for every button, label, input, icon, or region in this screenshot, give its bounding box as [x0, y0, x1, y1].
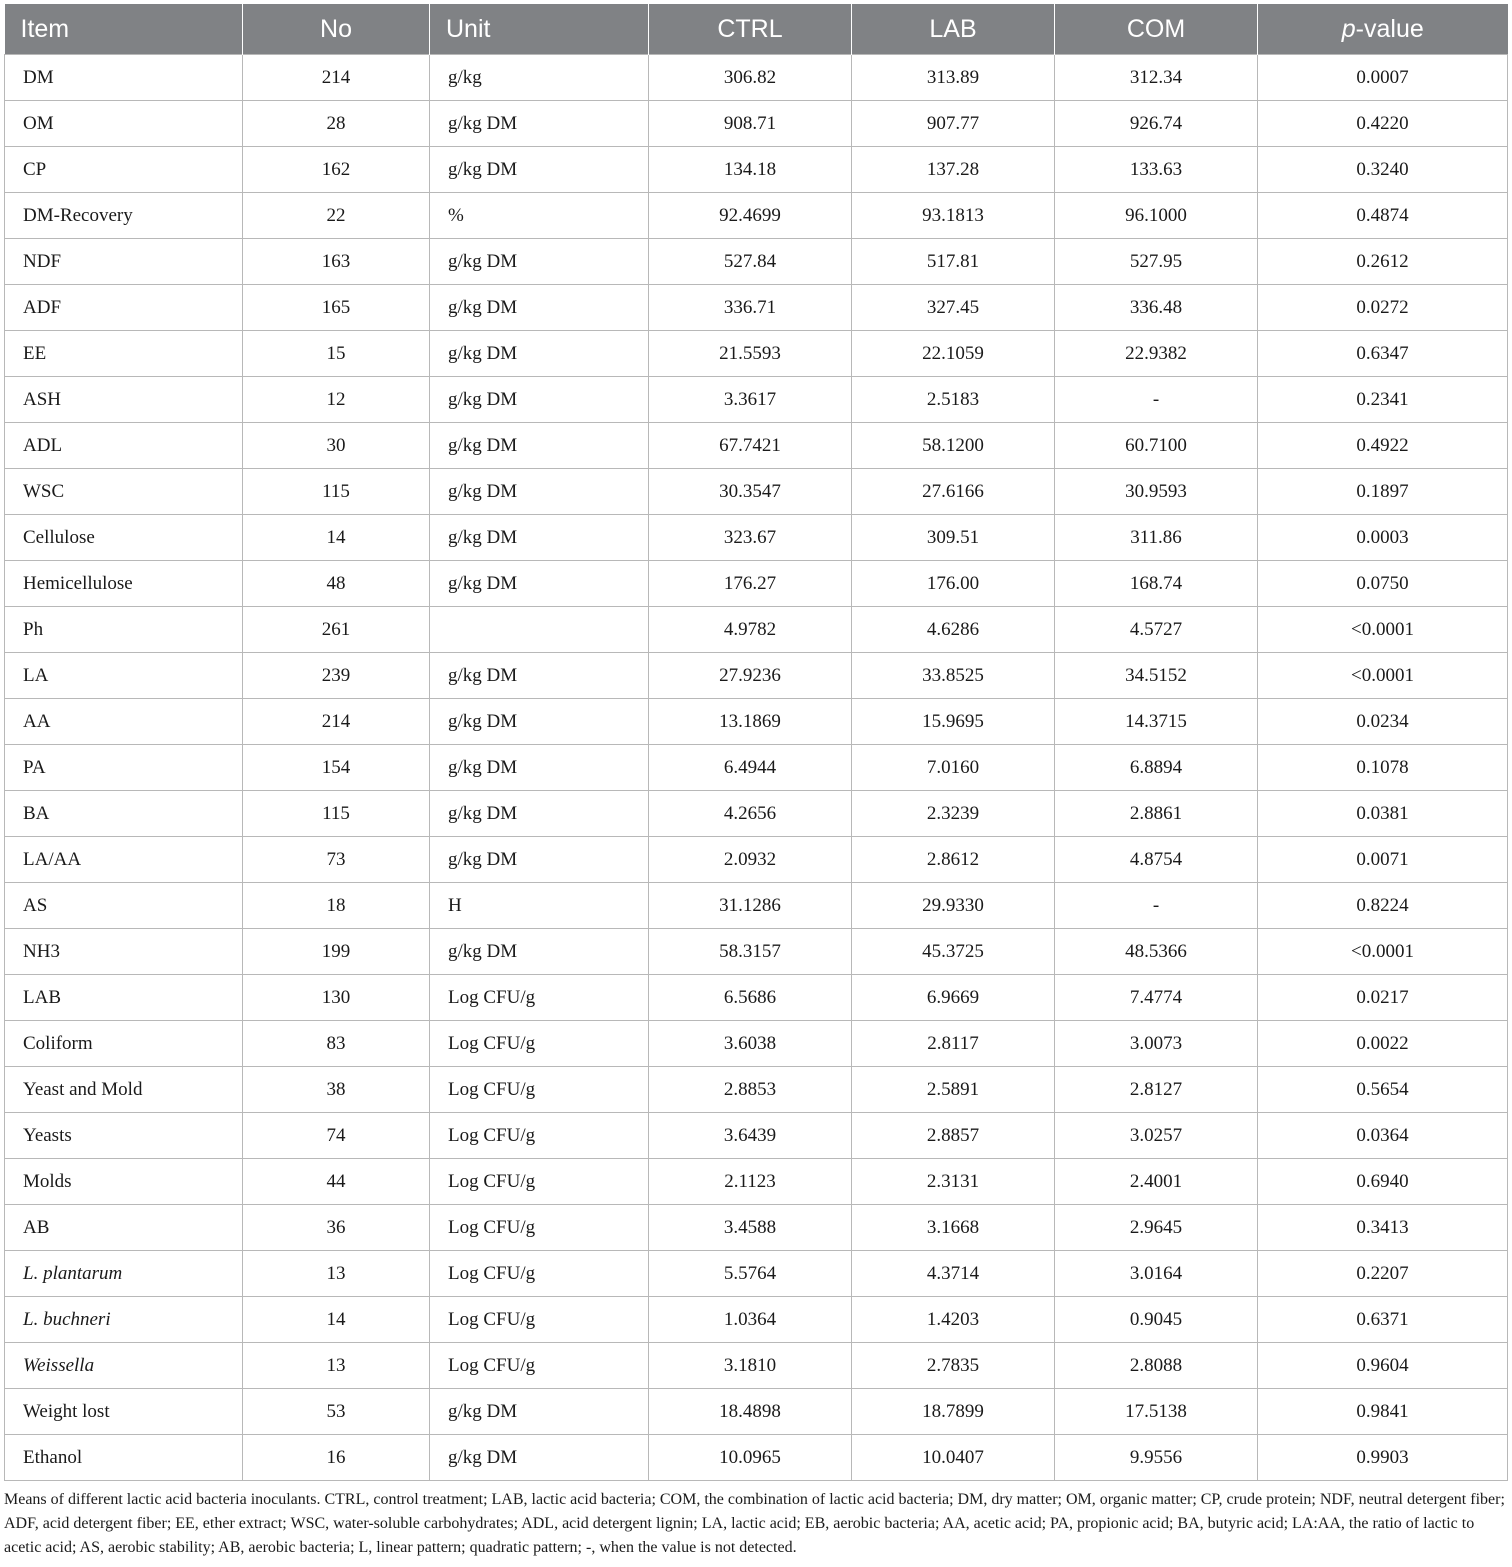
cell-no: 53	[243, 1389, 430, 1435]
cell-lab: 137.28	[852, 147, 1055, 193]
cell-lab: 327.45	[852, 285, 1055, 331]
cell-com: -	[1055, 377, 1258, 423]
cell-item: ASH	[5, 377, 243, 423]
table-row	[5, 239, 1508, 285]
cell-ctrl: 4.9782	[649, 607, 852, 653]
cell-com: 926.74	[1055, 101, 1258, 147]
cell-ctrl: 4.2656	[649, 791, 852, 837]
cell-p-value: 0.6347	[1258, 331, 1508, 377]
cell-no: 36	[243, 1205, 430, 1251]
table-row	[5, 193, 1508, 239]
cell-lab: 2.8117	[852, 1021, 1055, 1067]
cell-item: Ethanol	[5, 1435, 243, 1481]
cell-no: 38	[243, 1067, 430, 1113]
cell-com: 4.5727	[1055, 607, 1258, 653]
cell-com: 96.1000	[1055, 193, 1258, 239]
cell-com: 60.7100	[1055, 423, 1258, 469]
header-p-value	[1258, 4, 1508, 55]
table-row	[5, 1067, 1508, 1113]
table-row	[5, 515, 1508, 561]
cell-unit: g/kg DM	[430, 837, 649, 883]
cell-lab: 907.77	[852, 101, 1055, 147]
cell-com: 14.3715	[1055, 699, 1258, 745]
cell-unit: g/kg DM	[430, 469, 649, 515]
cell-unit: g/kg DM	[430, 101, 649, 147]
cell-com: 168.74	[1055, 561, 1258, 607]
cell-item: OM	[5, 101, 243, 147]
cell-ctrl: 336.71	[649, 285, 852, 331]
cell-p-value: 0.2341	[1258, 377, 1508, 423]
cell-ctrl: 92.4699	[649, 193, 852, 239]
cell-no: 163	[243, 239, 430, 285]
cell-unit: g/kg DM	[430, 791, 649, 837]
cell-com: 133.63	[1055, 147, 1258, 193]
cell-item: LA/AA	[5, 837, 243, 883]
table-row	[5, 1021, 1508, 1067]
cell-unit: g/kg DM	[430, 1389, 649, 1435]
cell-com: 7.4774	[1055, 975, 1258, 1021]
cell-ctrl: 3.3617	[649, 377, 852, 423]
cell-lab: 45.3725	[852, 929, 1055, 975]
header-lab: LAB	[852, 4, 1055, 55]
cell-no: 261	[243, 607, 430, 653]
cell-com: 22.9382	[1055, 331, 1258, 377]
cell-ctrl: 3.6439	[649, 1113, 852, 1159]
header-no: No	[243, 4, 430, 55]
cell-p-value: 0.2207	[1258, 1251, 1508, 1297]
cell-unit: Log CFU/g	[430, 975, 649, 1021]
cell-p-value: 0.4220	[1258, 101, 1508, 147]
cell-lab: 1.4203	[852, 1297, 1055, 1343]
cell-ctrl: 2.1123	[649, 1159, 852, 1205]
table-row	[5, 745, 1508, 791]
cell-item: LA	[5, 653, 243, 699]
cell-com: 527.95	[1055, 239, 1258, 285]
cell-unit: g/kg DM	[430, 1435, 649, 1481]
table-row	[5, 1205, 1508, 1251]
cell-unit: g/kg DM	[430, 515, 649, 561]
cell-item: LAB	[5, 975, 243, 1021]
table-row	[5, 699, 1508, 745]
cell-unit: H	[430, 883, 649, 929]
cell-com: 48.5366	[1055, 929, 1258, 975]
cell-p-value: 0.9841	[1258, 1389, 1508, 1435]
cell-com: 17.5138	[1055, 1389, 1258, 1435]
results-table	[4, 4, 1508, 1481]
header-p-italic: p	[1341, 14, 1356, 43]
cell-com: 311.86	[1055, 515, 1258, 561]
cell-lab: 309.51	[852, 515, 1055, 561]
header-p-rest: -value	[1355, 14, 1424, 43]
cell-unit: g/kg DM	[430, 699, 649, 745]
cell-com: 312.34	[1055, 55, 1258, 101]
cell-ctrl: 6.5686	[649, 975, 852, 1021]
cell-unit: Log CFU/g	[430, 1205, 649, 1251]
cell-item: ADF	[5, 285, 243, 331]
cell-p-value: 0.4874	[1258, 193, 1508, 239]
cell-p-value: <0.0001	[1258, 653, 1508, 699]
cell-item: NH3	[5, 929, 243, 975]
cell-com: 3.0073	[1055, 1021, 1258, 1067]
cell-no: 214	[243, 699, 430, 745]
cell-ctrl: 5.5764	[649, 1251, 852, 1297]
cell-item: AS	[5, 883, 243, 929]
table-row	[5, 607, 1508, 653]
cell-unit	[430, 607, 649, 653]
cell-ctrl: 13.1869	[649, 699, 852, 745]
table-row	[5, 837, 1508, 883]
cell-lab: 2.5183	[852, 377, 1055, 423]
cell-unit: g/kg DM	[430, 929, 649, 975]
cell-item: L. plantarum	[5, 1251, 243, 1297]
cell-no: 30	[243, 423, 430, 469]
cell-com: 34.5152	[1055, 653, 1258, 699]
cell-p-value: 0.0234	[1258, 699, 1508, 745]
cell-unit: %	[430, 193, 649, 239]
cell-com: 9.9556	[1055, 1435, 1258, 1481]
table-row	[5, 101, 1508, 147]
cell-no: 13	[243, 1343, 430, 1389]
cell-no: 48	[243, 561, 430, 607]
cell-no: 12	[243, 377, 430, 423]
table-row	[5, 147, 1508, 193]
table-row	[5, 1113, 1508, 1159]
cell-com: 2.9645	[1055, 1205, 1258, 1251]
cell-unit: Log CFU/g	[430, 1021, 649, 1067]
cell-unit: Log CFU/g	[430, 1343, 649, 1389]
cell-lab: 2.8612	[852, 837, 1055, 883]
cell-no: 13	[243, 1251, 430, 1297]
cell-unit: Log CFU/g	[430, 1251, 649, 1297]
cell-p-value: 0.0071	[1258, 837, 1508, 883]
cell-unit: g/kg DM	[430, 653, 649, 699]
cell-com: 2.8861	[1055, 791, 1258, 837]
cell-item: CP	[5, 147, 243, 193]
cell-item: Ph	[5, 607, 243, 653]
cell-com: 30.9593	[1055, 469, 1258, 515]
cell-p-value: 0.9604	[1258, 1343, 1508, 1389]
cell-item: DM-Recovery	[5, 193, 243, 239]
cell-item: Hemicellulose	[5, 561, 243, 607]
table-row	[5, 377, 1508, 423]
cell-no: 18	[243, 883, 430, 929]
cell-item: AB	[5, 1205, 243, 1251]
cell-unit: g/kg	[430, 55, 649, 101]
table-row	[5, 1389, 1508, 1435]
header-com: COM	[1055, 4, 1258, 55]
cell-unit: g/kg DM	[430, 285, 649, 331]
cell-item: Yeast and Mold	[5, 1067, 243, 1113]
cell-p-value: 0.0217	[1258, 975, 1508, 1021]
cell-no: 14	[243, 1297, 430, 1343]
cell-no: 44	[243, 1159, 430, 1205]
cell-p-value: 0.0272	[1258, 285, 1508, 331]
cell-no: 28	[243, 101, 430, 147]
cell-unit: g/kg DM	[430, 331, 649, 377]
cell-no: 214	[243, 55, 430, 101]
cell-p-value: 0.9903	[1258, 1435, 1508, 1481]
cell-unit: g/kg DM	[430, 745, 649, 791]
cell-unit: Log CFU/g	[430, 1159, 649, 1205]
cell-lab: 176.00	[852, 561, 1055, 607]
cell-p-value: 0.3413	[1258, 1205, 1508, 1251]
cell-lab: 2.7835	[852, 1343, 1055, 1389]
cell-lab: 7.0160	[852, 745, 1055, 791]
cell-item: Cellulose	[5, 515, 243, 561]
cell-p-value: 0.1897	[1258, 469, 1508, 515]
header-unit: Unit	[430, 4, 649, 55]
cell-no: 16	[243, 1435, 430, 1481]
cell-unit: g/kg DM	[430, 377, 649, 423]
cell-item: EE	[5, 331, 243, 377]
cell-no: 73	[243, 837, 430, 883]
cell-ctrl: 3.6038	[649, 1021, 852, 1067]
table-row	[5, 929, 1508, 975]
cell-item: ADL	[5, 423, 243, 469]
cell-ctrl: 27.9236	[649, 653, 852, 699]
cell-p-value: 0.8224	[1258, 883, 1508, 929]
cell-no: 165	[243, 285, 430, 331]
cell-no: 22	[243, 193, 430, 239]
cell-no: 83	[243, 1021, 430, 1067]
cell-com: 3.0164	[1055, 1251, 1258, 1297]
cell-ctrl: 3.1810	[649, 1343, 852, 1389]
table-header-row	[5, 4, 1508, 55]
cell-no: 130	[243, 975, 430, 1021]
cell-ctrl: 176.27	[649, 561, 852, 607]
cell-no: 199	[243, 929, 430, 975]
cell-ctrl: 134.18	[649, 147, 852, 193]
cell-p-value: 0.0003	[1258, 515, 1508, 561]
cell-item: Weight lost	[5, 1389, 243, 1435]
cell-p-value: 0.3240	[1258, 147, 1508, 193]
cell-lab: 58.1200	[852, 423, 1055, 469]
cell-no: 115	[243, 791, 430, 837]
cell-lab: 4.6286	[852, 607, 1055, 653]
cell-p-value: <0.0001	[1258, 607, 1508, 653]
cell-p-value: 0.0381	[1258, 791, 1508, 837]
table-row	[5, 1159, 1508, 1205]
cell-lab: 2.3239	[852, 791, 1055, 837]
cell-ctrl: 6.4944	[649, 745, 852, 791]
cell-lab: 15.9695	[852, 699, 1055, 745]
cell-item: PA	[5, 745, 243, 791]
cell-ctrl: 31.1286	[649, 883, 852, 929]
data-table-container	[4, 4, 1507, 1481]
cell-com: 0.9045	[1055, 1297, 1258, 1343]
cell-unit: g/kg DM	[430, 239, 649, 285]
cell-no: 162	[243, 147, 430, 193]
cell-unit: g/kg DM	[430, 147, 649, 193]
table-row	[5, 1435, 1508, 1481]
cell-ctrl: 10.0965	[649, 1435, 852, 1481]
cell-unit: g/kg DM	[430, 561, 649, 607]
cell-ctrl: 908.71	[649, 101, 852, 147]
cell-item: AA	[5, 699, 243, 745]
cell-com: 2.4001	[1055, 1159, 1258, 1205]
cell-com: 4.8754	[1055, 837, 1258, 883]
cell-lab: 29.9330	[852, 883, 1055, 929]
cell-ctrl: 67.7421	[649, 423, 852, 469]
table-row	[5, 975, 1508, 1021]
cell-lab: 4.3714	[852, 1251, 1055, 1297]
cell-ctrl: 323.67	[649, 515, 852, 561]
cell-no: 74	[243, 1113, 430, 1159]
table-row	[5, 331, 1508, 377]
cell-unit: Log CFU/g	[430, 1297, 649, 1343]
cell-ctrl: 58.3157	[649, 929, 852, 975]
cell-lab: 3.1668	[852, 1205, 1055, 1251]
cell-com: 2.8127	[1055, 1067, 1258, 1113]
cell-no: 154	[243, 745, 430, 791]
cell-lab: 6.9669	[852, 975, 1055, 1021]
cell-no: 14	[243, 515, 430, 561]
cell-ctrl: 3.4588	[649, 1205, 852, 1251]
cell-unit: Log CFU/g	[430, 1067, 649, 1113]
table-row	[5, 561, 1508, 607]
cell-lab: 2.5891	[852, 1067, 1055, 1113]
cell-lab: 313.89	[852, 55, 1055, 101]
cell-unit: Log CFU/g	[430, 1113, 649, 1159]
table-row	[5, 883, 1508, 929]
cell-item: WSC	[5, 469, 243, 515]
cell-item: NDF	[5, 239, 243, 285]
cell-item: Coliform	[5, 1021, 243, 1067]
cell-item: Molds	[5, 1159, 243, 1205]
table-row	[5, 791, 1508, 837]
cell-ctrl: 30.3547	[649, 469, 852, 515]
header-ctrl: CTRL	[649, 4, 852, 55]
cell-p-value: 0.6940	[1258, 1159, 1508, 1205]
cell-lab: 27.6166	[852, 469, 1055, 515]
cell-lab: 18.7899	[852, 1389, 1055, 1435]
cell-ctrl: 2.8853	[649, 1067, 852, 1113]
table-row	[5, 1251, 1508, 1297]
cell-com: 2.8088	[1055, 1343, 1258, 1389]
cell-p-value: 0.2612	[1258, 239, 1508, 285]
cell-item: BA	[5, 791, 243, 837]
cell-no: 239	[243, 653, 430, 699]
cell-p-value: 0.4922	[1258, 423, 1508, 469]
table-body	[5, 55, 1508, 1481]
cell-lab: 2.3131	[852, 1159, 1055, 1205]
cell-lab: 2.8857	[852, 1113, 1055, 1159]
cell-p-value: 0.6371	[1258, 1297, 1508, 1343]
table-row	[5, 653, 1508, 699]
cell-ctrl: 1.0364	[649, 1297, 852, 1343]
cell-lab: 22.1059	[852, 331, 1055, 377]
cell-ctrl: 527.84	[649, 239, 852, 285]
cell-p-value: 0.0750	[1258, 561, 1508, 607]
cell-item: Yeasts	[5, 1113, 243, 1159]
cell-com: 6.8894	[1055, 745, 1258, 791]
cell-no: 115	[243, 469, 430, 515]
cell-item: L. buchneri	[5, 1297, 243, 1343]
cell-lab: 517.81	[852, 239, 1055, 285]
table-footnote: Means of different lactic acid bacteria inoculants. CTRL, control treatment; LAB, lactic acid bacteria; COM, the combination of lactic acid bacteria; DM, dry matter; OM, organic matter; CP, crude protein; NDF, neutral detergent fiber; ADF, acid detergent fiber; EE, ether extract; WSC, water-soluble carbohydrates; ADL, acid detergent lignin; LA, lactic acid; EB, aerobic bacteria; AA, acetic acid; PA, propionic acid; BA, butyric acid; LA:AA, the ratio of lactic to acetic acid; AS, aerobic stability; AB, aerobic bacteria; L, linear pattern; quadratic pattern; -, when the value is not detected.	[4, 1491, 1505, 1556]
cell-lab: 10.0407	[852, 1435, 1055, 1481]
cell-p-value: 0.0022	[1258, 1021, 1508, 1067]
table-row	[5, 469, 1508, 515]
table-row	[5, 55, 1508, 101]
cell-p-value: 0.5654	[1258, 1067, 1508, 1113]
cell-ctrl: 2.0932	[649, 837, 852, 883]
cell-ctrl: 21.5593	[649, 331, 852, 377]
cell-p-value: 0.0007	[1258, 55, 1508, 101]
cell-p-value: 0.1078	[1258, 745, 1508, 791]
cell-item: DM	[5, 55, 243, 101]
cell-ctrl: 18.4898	[649, 1389, 852, 1435]
cell-com: -	[1055, 883, 1258, 929]
table-row	[5, 423, 1508, 469]
cell-ctrl: 306.82	[649, 55, 852, 101]
cell-com: 3.0257	[1055, 1113, 1258, 1159]
cell-com: 336.48	[1055, 285, 1258, 331]
table-row	[5, 1343, 1508, 1389]
table-row	[5, 285, 1508, 331]
cell-item: Weissella	[5, 1343, 243, 1389]
cell-unit: g/kg DM	[430, 423, 649, 469]
cell-lab: 93.1813	[852, 193, 1055, 239]
cell-p-value: 0.0364	[1258, 1113, 1508, 1159]
header-item: Item	[5, 4, 243, 55]
cell-p-value: <0.0001	[1258, 929, 1508, 975]
table-row	[5, 1297, 1508, 1343]
cell-no: 15	[243, 331, 430, 377]
cell-lab: 33.8525	[852, 653, 1055, 699]
